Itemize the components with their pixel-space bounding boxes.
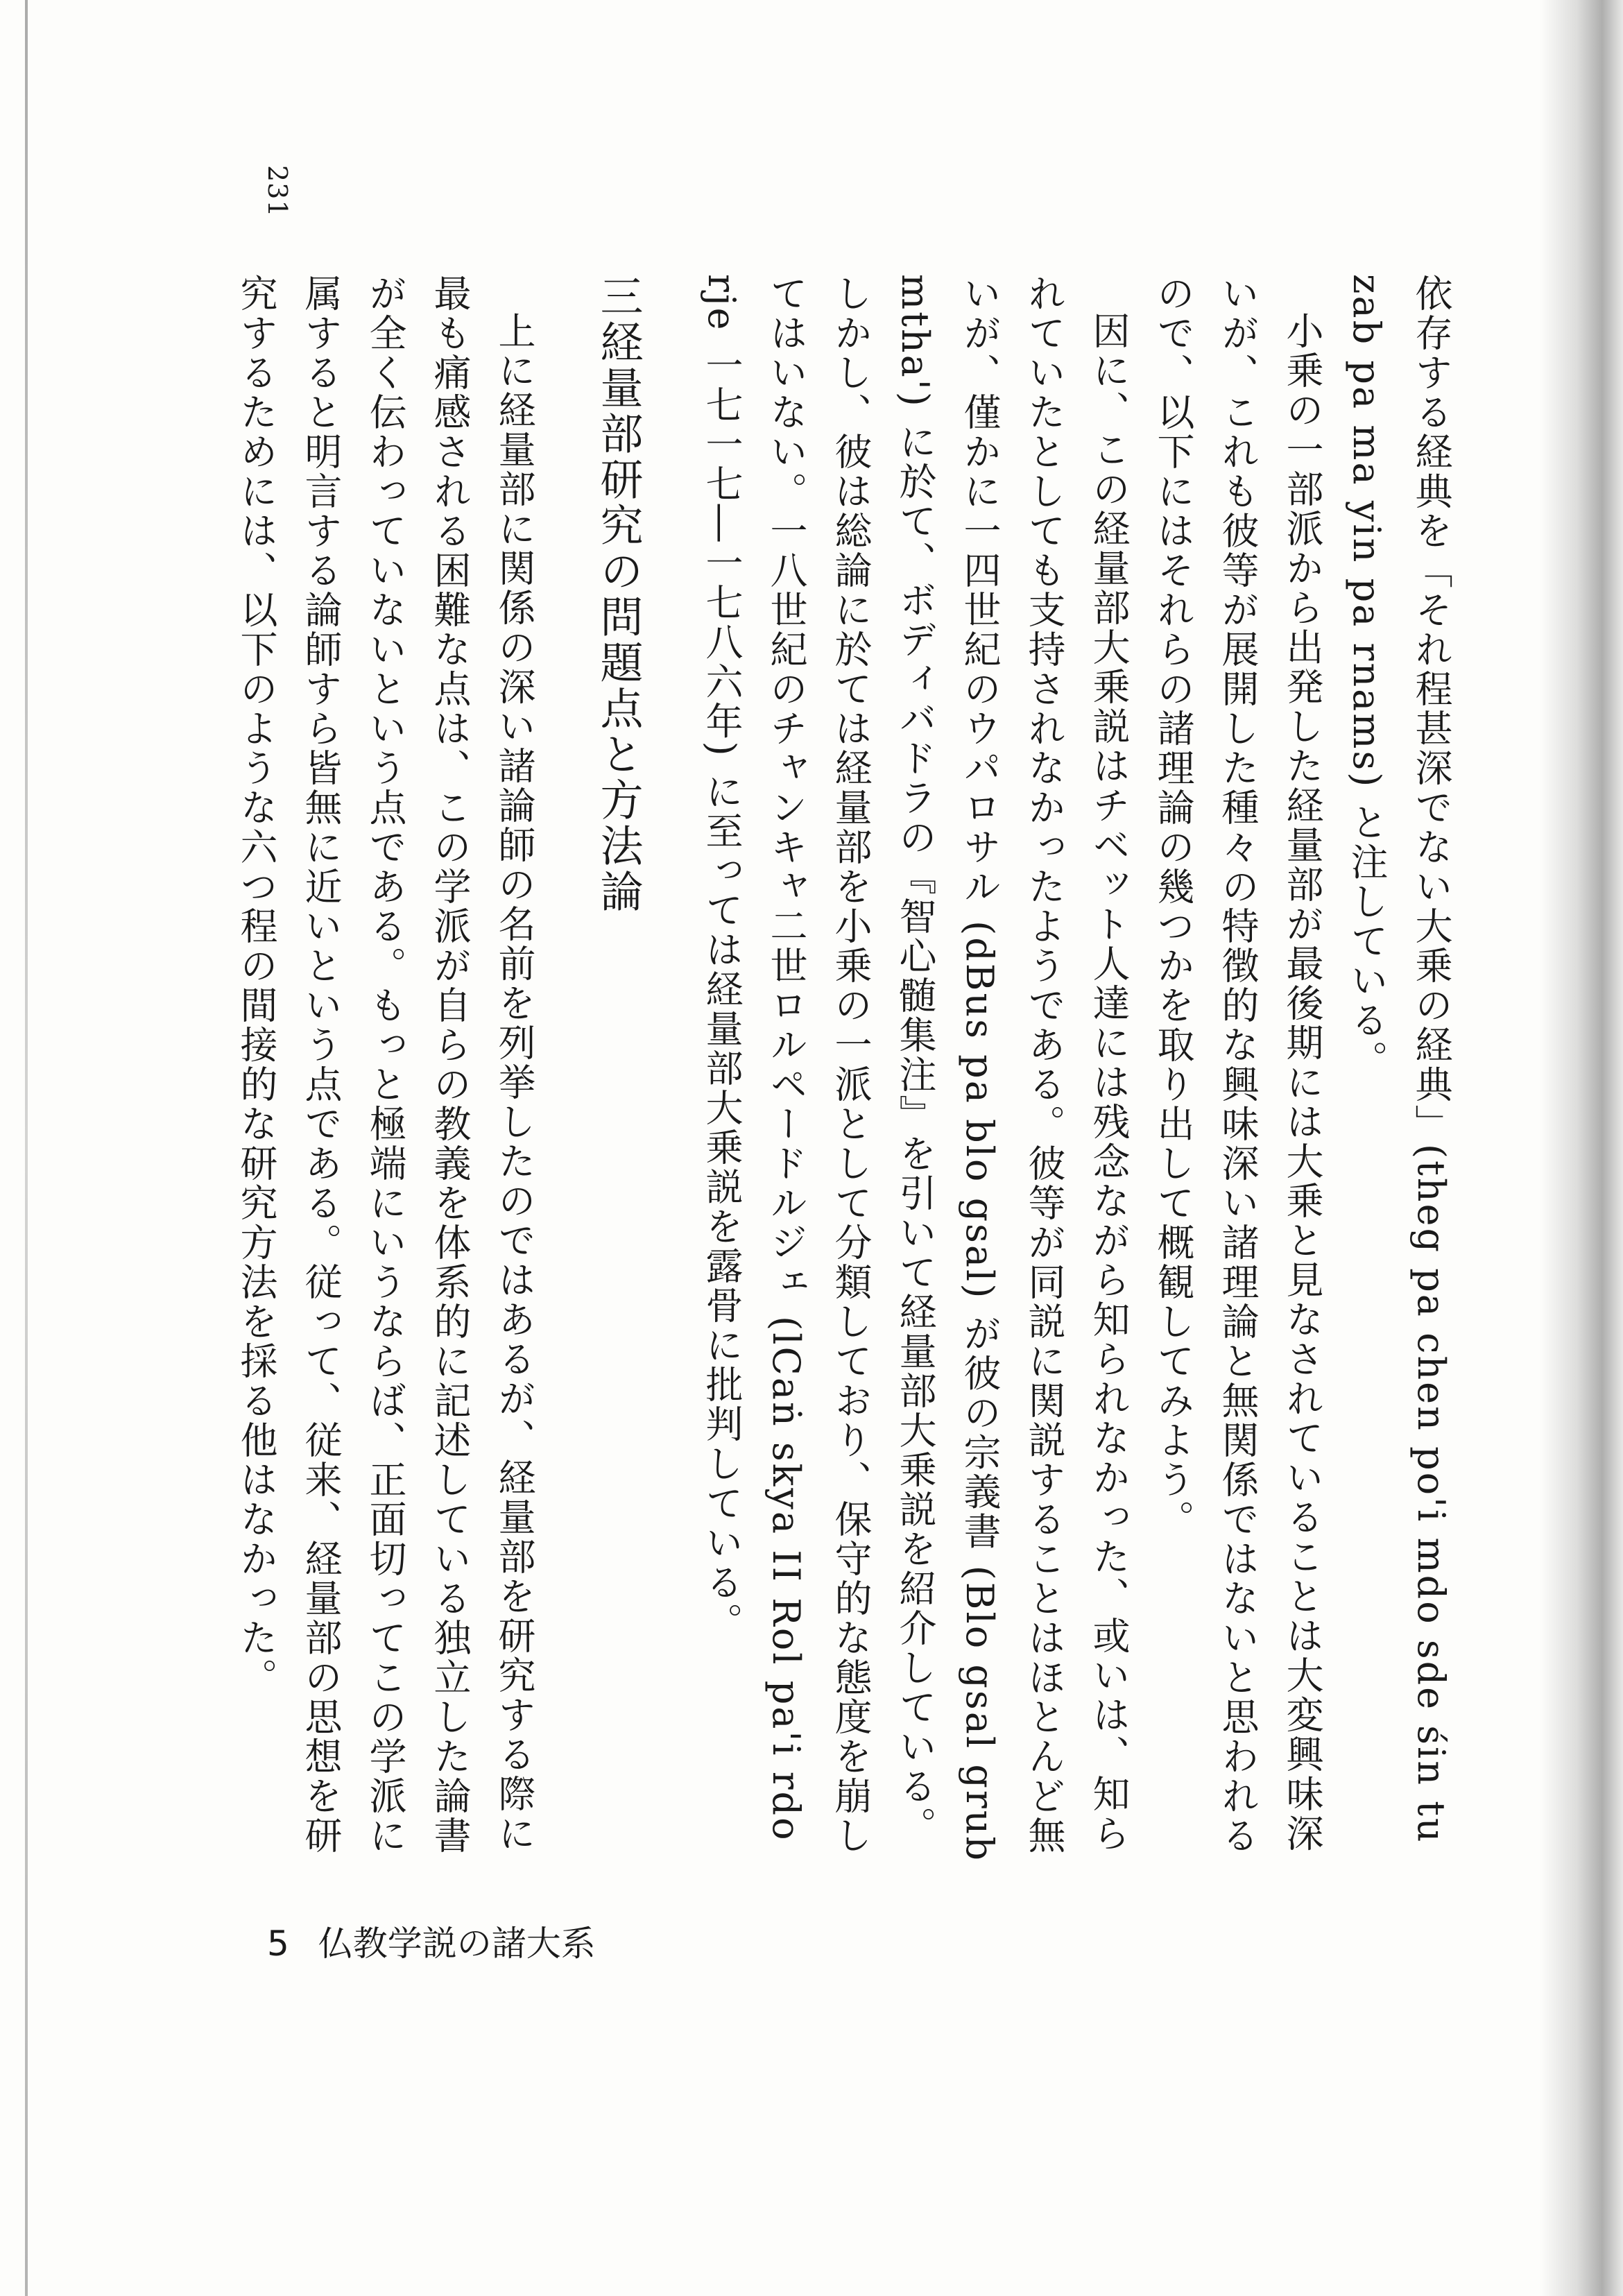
section-heading [580, 274, 656, 1866]
section-title: 経量部研究の問題点と方法論 [593, 320, 644, 915]
paragraph-3: 因に、この経量部大乗説はチベット人達には残念ながら知られなかった、或いは、知られていたとしても支持されなかったようである。彼等が同説に関説することはほとんど無いが、僅かに一四世紀のウパロサル (dBus pa blo gsal) が彼の宗義書 (Blo gsal grub mtha') に於て、ボディバドラの『智心髄集注』を引いて経量部大乗説を紹介している。しかし、彼は総論に於ては経量部を小乗の一派として分類しており、保守的な態度を崩してはいない。一八世紀のチャンキャ二世ロルペードルジェ (lCaṅ skya II Rol pa'i rdo rje 一七一七―一七八六年) に至っては経量部大乗説を露骨に批判している。 [700, 274, 1131, 1863]
paragraph-4: 上に経量部に関係の深い諸論師の名前を列挙したのではあるが、経量部を研究する際に最も痛感される困難な点は、この学派が自らの教義を体系的に記述している独立した論書が全く伝わっていないという点である。もっと極端にいうならば、正面切ってこの学派に属すると明言する論師すら皆無に近いという点である。従って、従来、経量部の思想を研究するためには、以下のような六つ程の間接的な研究方法を採る他はなかった。 [234, 274, 536, 1856]
footer [267, 1916, 596, 1966]
footer-title: 仏教学説の諸大系 [318, 1924, 596, 1964]
paragraph-1: 依存する経典を「それ程甚深でない大乗の経典」(theg pa chen po'i mdo sde śin tu zab pa ma yin pa rnams) と注している。 [1345, 274, 1453, 1844]
footer-chapter-number: 5 [267, 1924, 289, 1964]
section-number: 三 [593, 274, 644, 320]
paragraph-2: 小乗の一部派から出発した経量部が最後期には大乗と見なされていることは大変興味深いが、これも彼等が展開した種々の特徴的な興味深い諸理論と無関係ではないと思われるので、以下にはそれらの諸理論の幾つかを取り出して概観してみよう。 [1151, 274, 1324, 1856]
scan-edge-left [25, 0, 28, 2296]
scan-edge-shadow [1540, 0, 1623, 2296]
body-text [222, 274, 1463, 1866]
page-number: 231 [262, 165, 293, 218]
